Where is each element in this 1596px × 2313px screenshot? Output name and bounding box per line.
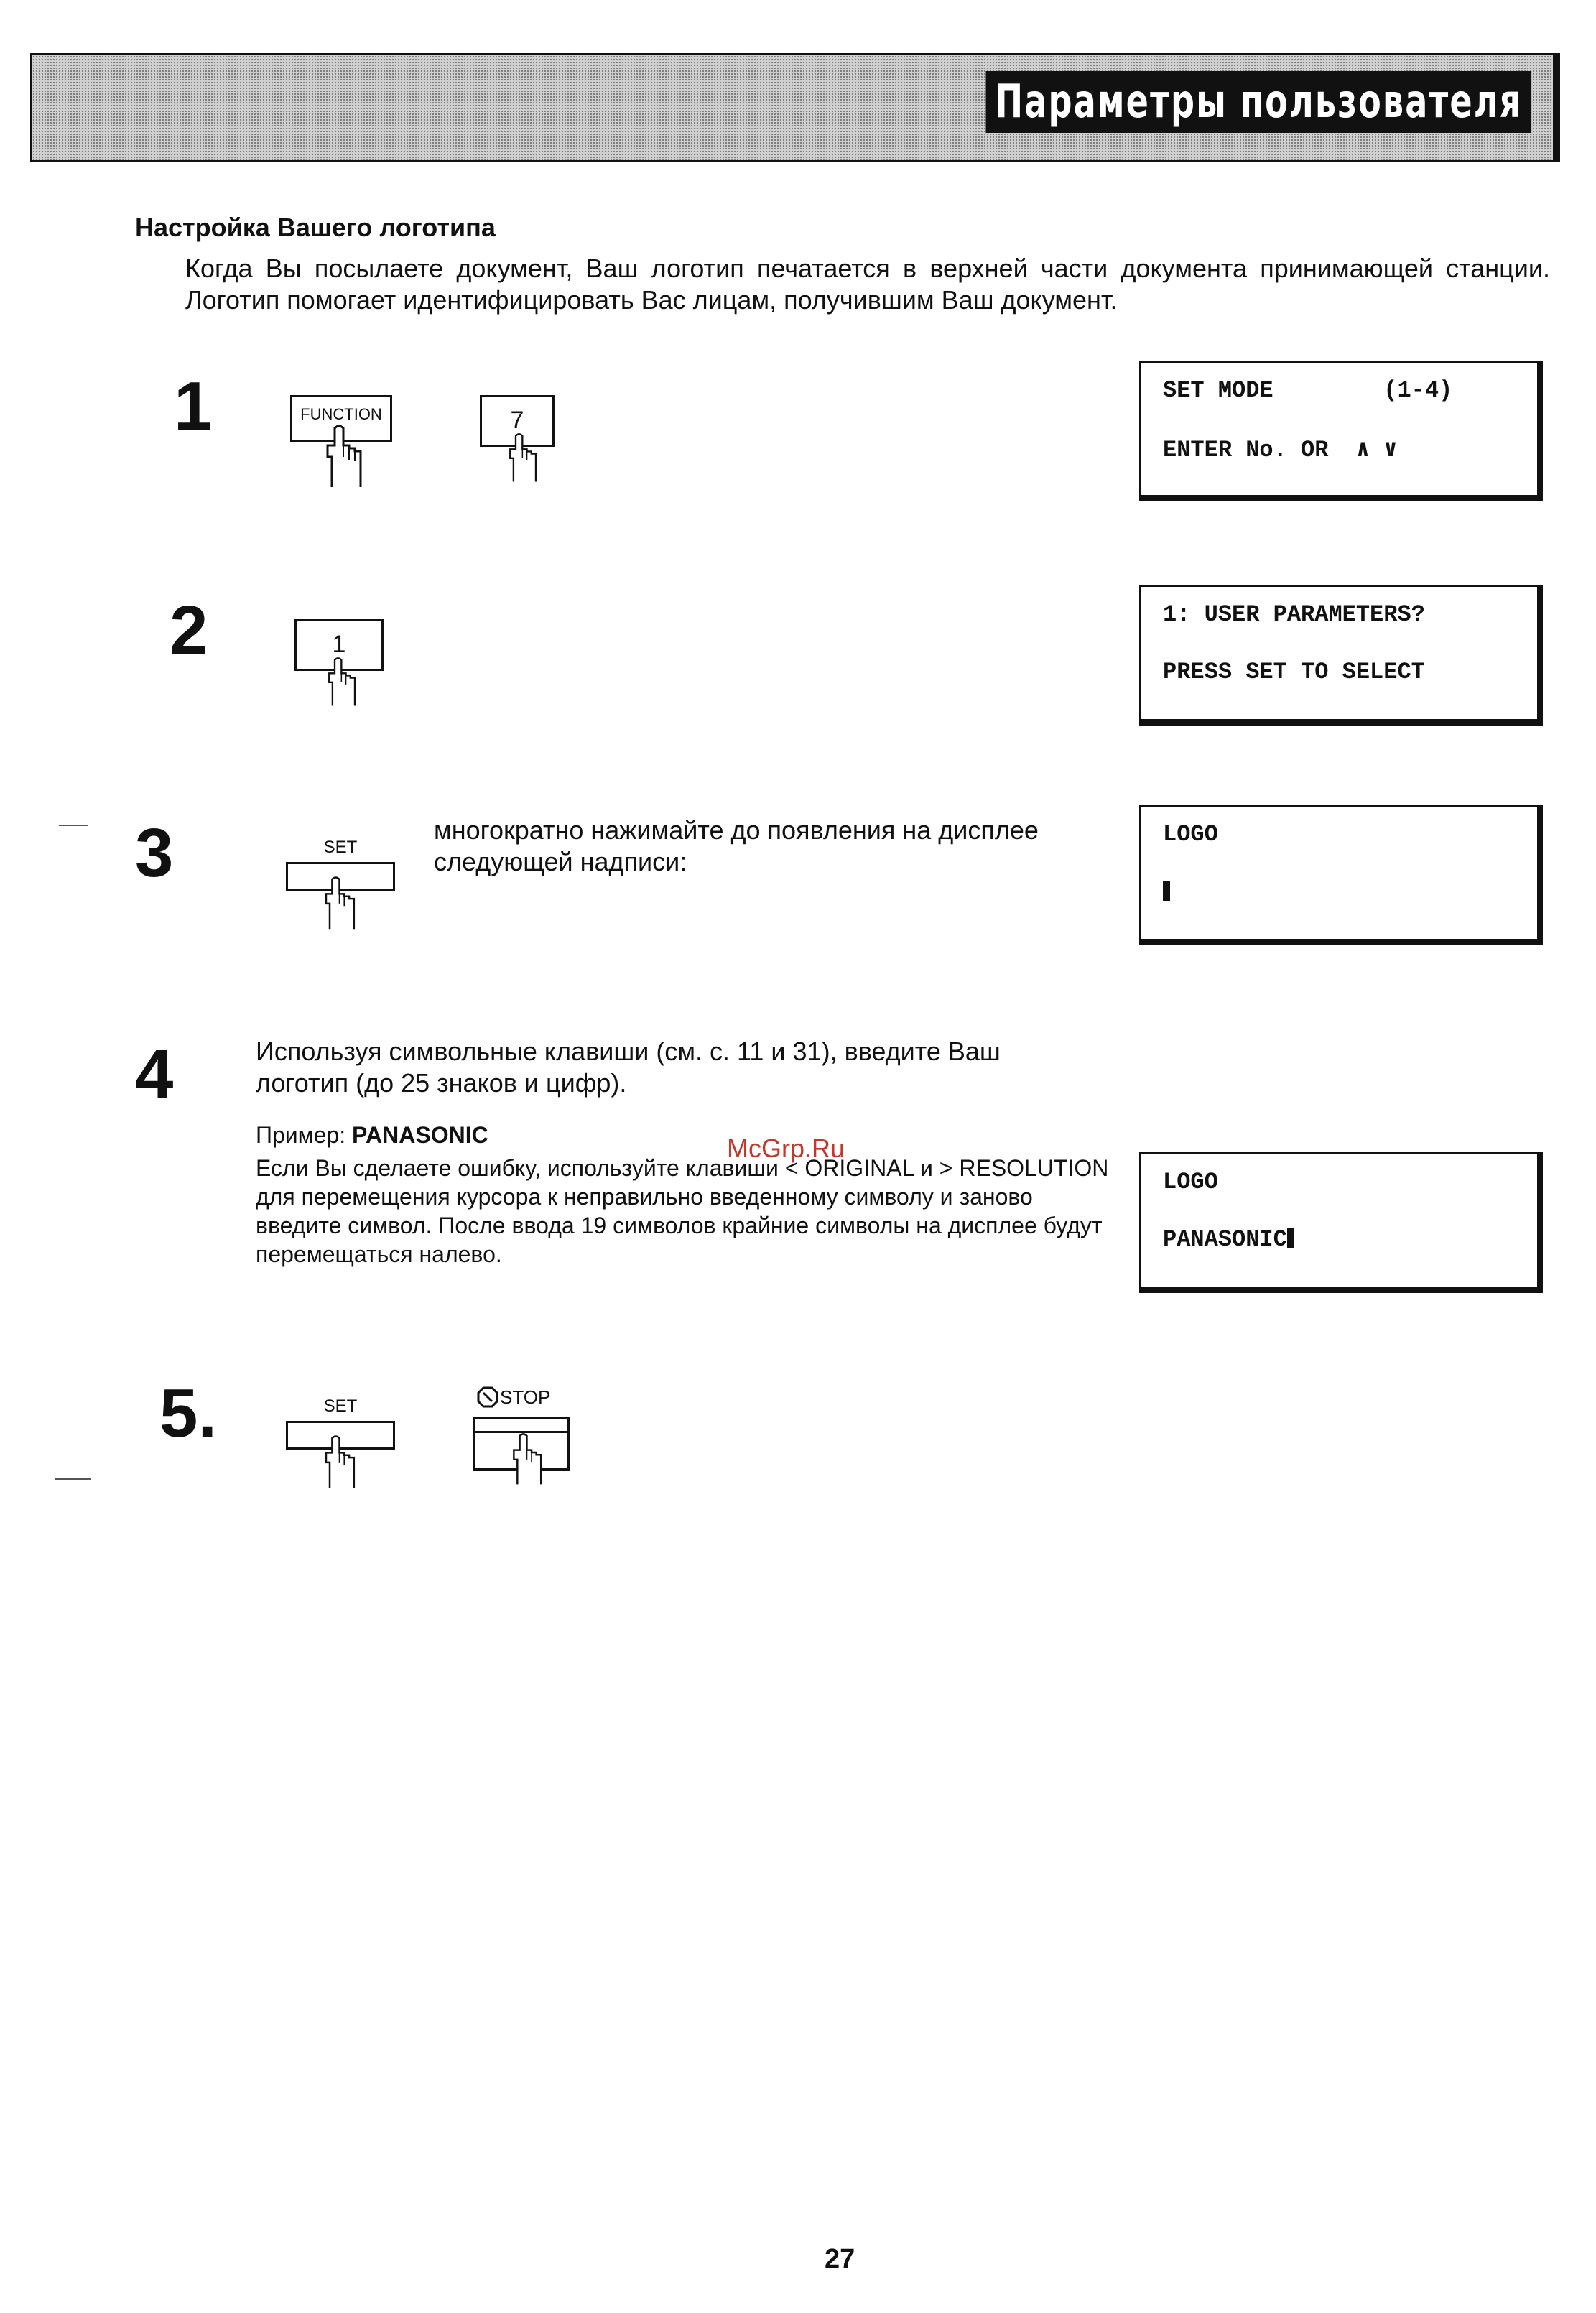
step-4-number: 4	[135, 1036, 174, 1113]
pointing-finger-icon	[315, 651, 365, 713]
lcd-display-step-3	[1139, 805, 1543, 945]
margin-mark	[55, 1478, 91, 1480]
set-key-label: SET	[323, 838, 358, 857]
pointing-finger-icon	[498, 1427, 552, 1491]
lcd-line-2: PRESS SET TO SELECT	[1163, 659, 1425, 685]
lcd-display-step-2	[1139, 585, 1543, 726]
stop-key-label: STOP	[500, 1386, 551, 1408]
lcd-line-1: SET MODE (1-4)	[1163, 377, 1453, 404]
set-key[interactable]	[283, 838, 398, 935]
lcd-line-2	[1163, 1226, 1294, 1253]
step-4-note: Если Вы сделаете ошибку, используйте клавиши < ORIGINAL и > RESOLUTION для перемещения курсора к неправильно введенному символу и заново введите символ. После ввода 19 символов крайние символы на дисплее будут перемещаться налево.	[256, 1155, 1109, 1267]
set-key-label: SET	[323, 1396, 358, 1416]
stop-key[interactable]	[470, 1383, 577, 1491]
digit-1-key-label: 1	[332, 631, 346, 658]
pointing-finger-icon	[496, 427, 546, 488]
lcd-line-2: ENTER No. OR ∧ ∨	[1163, 437, 1398, 463]
function-key-label: FUNCTION	[300, 405, 382, 423]
set-key[interactable]	[283, 1396, 398, 1494]
lcd-display-step-4	[1139, 1152, 1543, 1293]
function-key[interactable]	[287, 395, 395, 488]
stop-octagon-icon	[477, 1386, 498, 1408]
pointing-finger-icon	[309, 424, 374, 488]
lcd-line-1: LOGO	[1163, 821, 1218, 848]
lcd-line-2	[1163, 879, 1170, 905]
step-3-text: многократно нажимайте до появления на дисплее следующей надписи:	[434, 815, 1039, 876]
pointing-finger-icon	[310, 871, 365, 935]
header-band	[30, 53, 1560, 162]
margin-mark	[59, 825, 88, 826]
example-label: Пример:	[256, 1122, 353, 1148]
step-3-number: 3	[135, 815, 174, 891]
step-1-number: 1	[174, 368, 213, 445]
digit-7-key[interactable]	[480, 395, 559, 488]
pointing-finger-icon	[310, 1429, 365, 1494]
page-number: 27	[825, 2244, 855, 2274]
example-value: PANASONIC	[352, 1122, 488, 1148]
header-title: Параметры пользователя	[985, 71, 1531, 133]
lcd-cursor	[1287, 1228, 1294, 1248]
section-title: Настройка Вашего логотипа	[135, 213, 496, 242]
example-line	[256, 1121, 488, 1149]
lcd-line-2-text: PANASONIC	[1163, 1226, 1287, 1253]
lcd-line-1: 1: USER PARAMETERS?	[1163, 601, 1425, 628]
step-5-number: 5.	[159, 1375, 218, 1452]
digit-7-key-label: 7	[510, 407, 524, 434]
lcd-cursor	[1163, 881, 1170, 901]
intro-paragraph: Когда Вы посылаете документ, Ваш логотип печатается в верхней части документа принимающей станции. Логотип помогает идентифицировать Вас лицам, получившим Ваш документ.	[185, 254, 1550, 315]
digit-1-key[interactable]	[294, 619, 388, 713]
watermark: McGrp.Ru	[727, 1134, 845, 1163]
step-4-text: Используя символьные клавиши (см. с. 11 и 31), введите Ваш логотип (до 25 знаков и цифр).	[256, 1037, 1001, 1098]
step-2-number: 2	[170, 592, 208, 669]
lcd-line-1: LOGO	[1163, 1169, 1218, 1195]
lcd-display-step-1	[1139, 361, 1543, 501]
